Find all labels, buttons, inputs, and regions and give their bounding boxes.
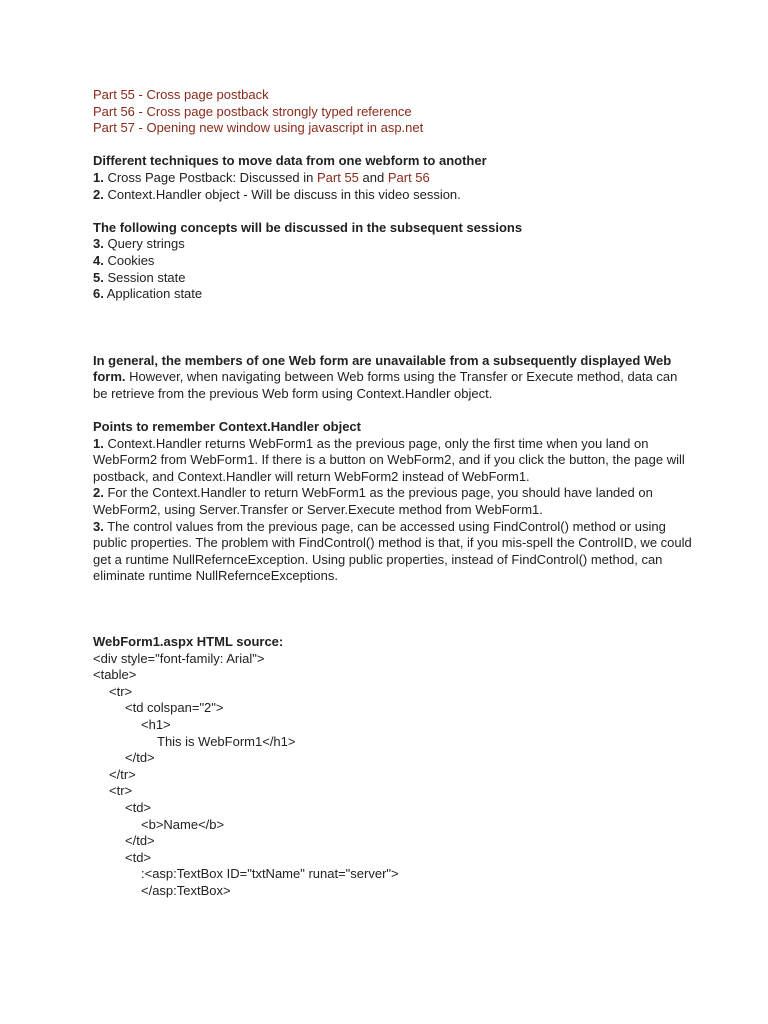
point-1-text: Context.Handler returns WebForm1 as the previous page, only the first time when you land on WebForm2 from WebForm1. If there is a button on WebForm2, and if you click the button, the page will postback, and Context.Handler will return WebForm2 instead of WebForm1. <box>93 435 685 484</box>
subsequent-item-number: 3. <box>93 236 104 252</box>
spacer <box>93 303 693 353</box>
code-line: :<asp:TextBox ID="txtName" runat="server"> <box>141 866 399 882</box>
html-source-section <box>93 634 693 900</box>
subsequent-item <box>93 236 693 253</box>
document-page <box>93 87 693 900</box>
subsequent-section <box>93 220 693 303</box>
subsequent-item-text: Application state <box>103 286 203 302</box>
point-2 <box>93 485 693 518</box>
related-links <box>93 87 693 137</box>
general-text: However, when navigating between Web forms using the Transfer or Execute method, data can be retrieve from the previous Web form using Context.Handler object. <box>93 369 678 401</box>
code-line: <h1> <box>141 717 171 732</box>
spacer <box>93 585 693 634</box>
subsequent-item-number: 4. <box>93 252 104 268</box>
inline-link-part-55[interactable]: Part 55 <box>317 169 359 185</box>
technique-item-2 <box>93 187 693 204</box>
technique-item-1-number: 1. <box>93 169 104 185</box>
subsequent-item-text: Session state <box>103 269 186 285</box>
technique-item-2-text: Context.Handler object - Will be discuss in this video session. <box>103 186 461 202</box>
subsequent-item-number: 6. <box>93 286 104 302</box>
technique-item-1-text: Cross Page Postback: Discussed in <box>103 169 317 185</box>
spacer <box>93 203 693 220</box>
point-3 <box>93 519 693 585</box>
subsequent-item-text: Query strings <box>103 236 185 252</box>
general-paragraph <box>93 353 693 403</box>
link-part-55[interactable]: Part 55 - Cross page postback <box>93 87 269 102</box>
code-line: <td> <box>125 849 152 865</box>
code-line: </asp:TextBox> <box>141 882 231 898</box>
point-2-text: For the Context.Handler to return WebForm1 as the previous page, you should have landed on WebForm2, using Server.Transfer or Server.Execute method from WebForm1. <box>93 485 653 518</box>
spacer <box>93 137 693 154</box>
code-line: </td> <box>125 750 155 766</box>
code-line: This is WebForm1</h1> <box>157 733 296 749</box>
code-line: <div style="font-family: Arial"> <box>93 650 265 666</box>
technique-item-1 <box>93 170 693 187</box>
subsequent-heading: The following concepts will be discussed in the subsequent sessions <box>93 219 523 235</box>
inline-link-part-56[interactable]: Part 56 <box>387 169 430 185</box>
point-1 <box>93 436 693 486</box>
point-3-text: The control values from the previous page, can be accessed using FindControl() method or using public properties. The problem with FindControl() method is that, if you mis-spell the ControlID, we could get a runtime NullRefernceException. Using public properties, instead of FindControl() method, can eliminate runtime NullRefernceExceptions. <box>93 518 692 584</box>
subsequent-item <box>93 286 693 303</box>
technique-item-1-and: and <box>358 169 388 185</box>
points-section <box>93 419 693 585</box>
code-line: <table> <box>93 667 137 683</box>
point-3-number: 3. <box>93 518 104 534</box>
code-line: </td> <box>125 833 155 849</box>
point-2-number: 2. <box>93 485 104 501</box>
code-line: <tr> <box>109 783 133 799</box>
points-heading: Points to remember Context.Handler object <box>93 419 361 435</box>
code-line: <td colspan="2"> <box>125 700 224 716</box>
subsequent-item <box>93 270 693 287</box>
techniques-heading: Different techniques to move data from one webform to another <box>93 153 487 169</box>
spacer <box>93 403 693 420</box>
subsequent-item <box>93 253 693 270</box>
code-line: <tr> <box>109 683 133 699</box>
code-line: <td> <box>125 799 152 815</box>
source-heading: WebForm1.aspx HTML source: <box>93 634 284 650</box>
code-line: <b>Name</b> <box>141 816 225 832</box>
technique-item-2-number: 2. <box>93 186 104 202</box>
subsequent-item-number: 5. <box>93 269 104 285</box>
general-bold-text: In general, the members of one Web form are unavailable from a subsequently displayed Web form. <box>93 352 672 385</box>
point-1-number: 1. <box>93 435 104 451</box>
code-line: </tr> <box>109 766 136 782</box>
link-part-57[interactable]: Part 57 - Opening new window using javascript in asp.net <box>93 120 424 136</box>
techniques-section <box>93 153 693 203</box>
subsequent-item-text: Cookies <box>103 252 155 268</box>
link-part-56[interactable]: Part 56 - Cross page postback strongly typed reference <box>93 103 412 119</box>
